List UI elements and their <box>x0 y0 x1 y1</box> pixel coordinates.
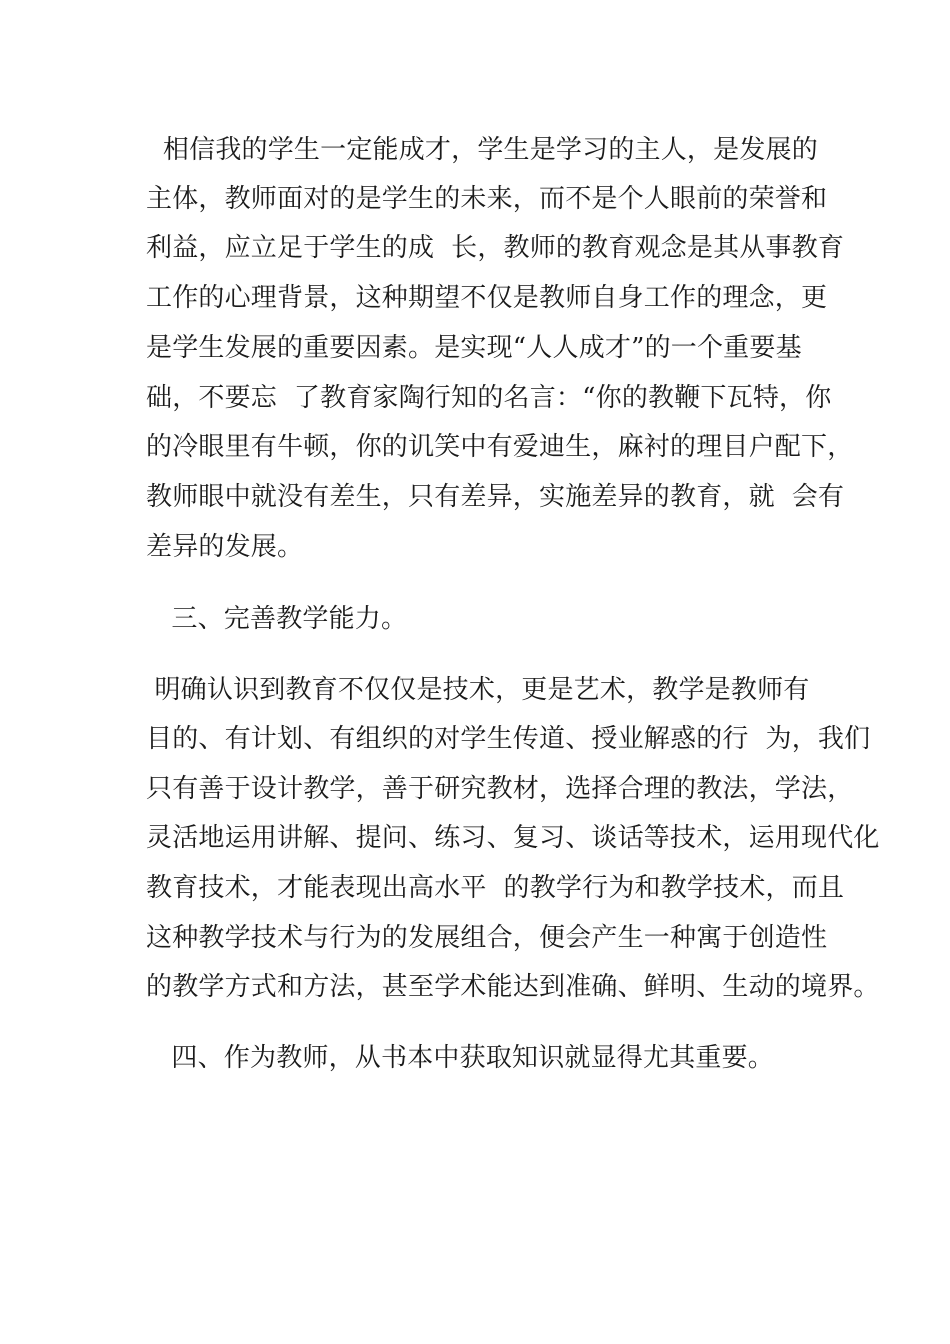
paragraph-line: 是学生发展的重要因素。是实现“人人成才”的一个重要基 <box>146 333 802 363</box>
paragraph-line: 的教学方式和方法，甚至学术能达到准确、鲜明、生动的境界。 <box>146 972 880 1002</box>
section-heading-3: 三、完善教学能力。 <box>146 604 408 634</box>
paragraph-line: 相信我的学生一定能成才，学生是学习的主人，是发展的 <box>146 135 818 165</box>
paragraph-line: 这种教学技术与行为的发展组合，便会产生一种寓于创造性 <box>146 923 828 953</box>
paragraph-line: 主体，教师面对的是学生的未来，而不是个人眼前的荣誉和 <box>146 184 828 214</box>
paragraph-line: 工作的心理背景，这种期望不仅是教师自身工作的理念，更 <box>146 283 828 313</box>
paragraph-line: 目的、有计划、有组织的对学生传道、授业解惑的行 为，我们 <box>146 724 871 754</box>
paragraph-line: 教育技术，才能表现出高水平 的教学行为和教学技术，而且 <box>146 873 845 903</box>
paragraph-line: 教师眼中就没有差生，只有差异，实施差异的教育，就 会有 <box>146 482 845 512</box>
paragraph-line: 利益，应立足于学生的成 长，教师的教育观念是其从事教育 <box>146 233 845 263</box>
paragraph-line: 础，不要忘 了教育家陶行知的名言：“你的教鞭下瓦特，你 <box>146 383 832 413</box>
paragraph-line: 明确认识到教育不仅仅是技术，更是艺术，教学是教师有 <box>146 675 810 705</box>
paragraph-line: 的冷眼里有牛顿，你的讥笑中有爱迪生，麻衬的理目户配下， <box>146 432 854 462</box>
paragraph-line: 只有善于设计教学，善于研究教材，选择合理的教法，学法， <box>146 774 854 804</box>
paragraph-line: 灵活地运用讲解、提问、练习、复习、谈话等技术，运用现代化 <box>146 823 880 853</box>
paragraph-line: 差异的发展。 <box>146 532 304 562</box>
section-heading-4: 四、作为教师，从书本中获取知识就显得尤其重要。 <box>146 1043 774 1073</box>
